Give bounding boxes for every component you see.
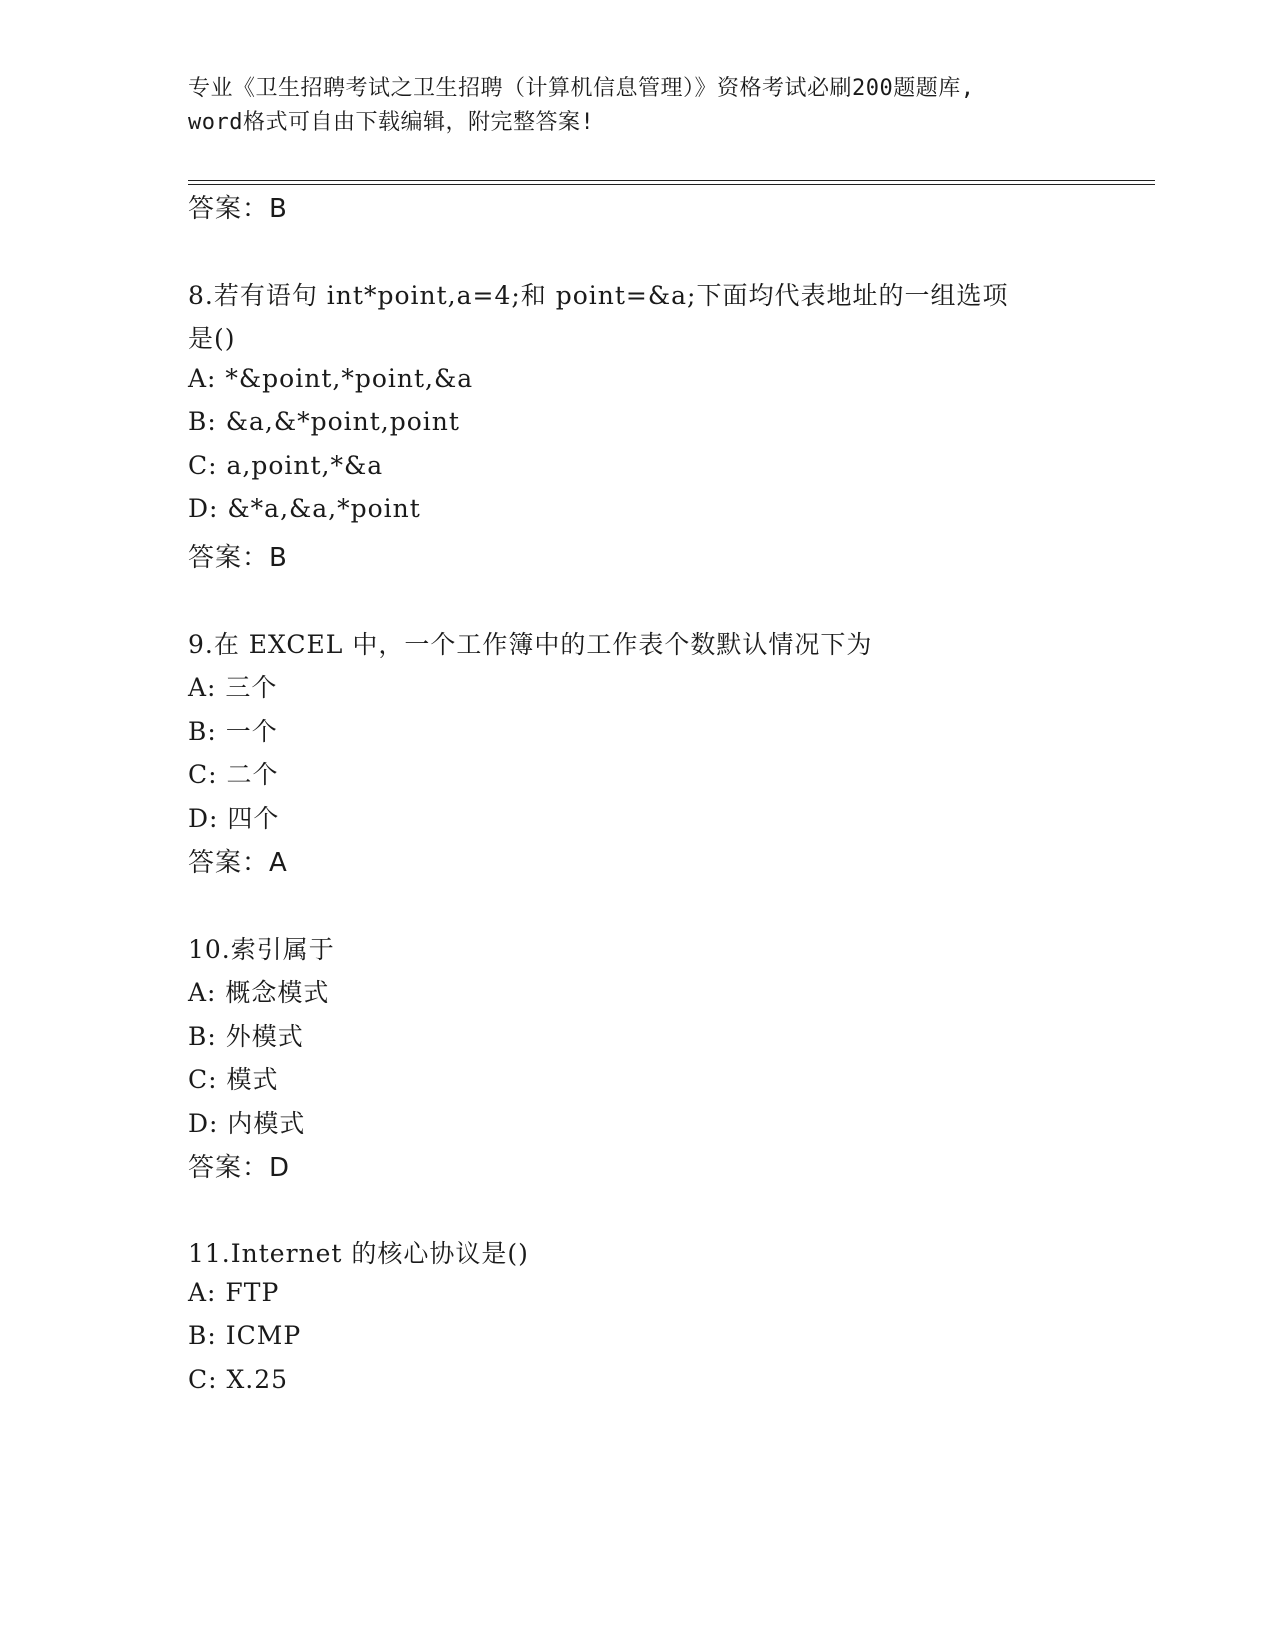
question-11-option-b: B: ICMP: [188, 1321, 302, 1350]
question-9-option-d: D: 四个: [188, 804, 280, 833]
header-divider-bottom: [188, 184, 1155, 185]
previous-question-answer: 答案：B: [188, 194, 288, 224]
header-title-line1: 专业《卫生招聘考试之卫生招聘（计算机信息管理）》资格考试必刷200题题库,: [188, 76, 975, 101]
question-8-option-c: C: a,point,*&a: [188, 451, 384, 480]
header-divider-top: [188, 180, 1155, 181]
document-header: [188, 72, 1088, 140]
question-8-option-b: B: &a,&*point,point: [188, 407, 460, 436]
question-8-stem-line2: 是(): [188, 324, 236, 353]
header-title-line2: word格式可自由下载编辑，附完整答案!: [188, 110, 595, 135]
question-11-option-c: C: X.25: [188, 1365, 289, 1394]
question-9-option-c: C: 二个: [188, 760, 279, 789]
question-10-answer: 答案：D: [188, 1153, 291, 1183]
question-9-stem: 9.在 EXCEL 中，一个工作簿中的工作表个数默认情况下为: [188, 630, 873, 659]
question-8-stem-line1: 8.若有语句 int*point,a=4;和 point=&a;下面均代表地址的一组选项: [188, 281, 1009, 310]
question-8-option-d: D: &*a,&a,*point: [188, 494, 421, 523]
question-9-option-a: A: 三个: [188, 673, 278, 702]
question-9-option-b: B: 一个: [188, 717, 278, 746]
question-10-option-b: B: 外模式: [188, 1022, 304, 1051]
question-10-stem: 10.索引属于: [188, 935, 335, 964]
question-11-option-a: A: FTP: [188, 1278, 280, 1307]
question-10-option-d: D: 内模式: [188, 1109, 306, 1138]
question-8-option-a: A: *&point,*point,&a: [188, 364, 474, 393]
question-11-stem: 11.Internet 的核心协议是(): [188, 1239, 529, 1268]
question-9-answer: 答案：A: [188, 848, 288, 878]
question-10-option-c: C: 模式: [188, 1065, 279, 1094]
question-8-answer: 答案：B: [188, 543, 288, 573]
question-10-option-a: A: 概念模式: [188, 978, 330, 1007]
